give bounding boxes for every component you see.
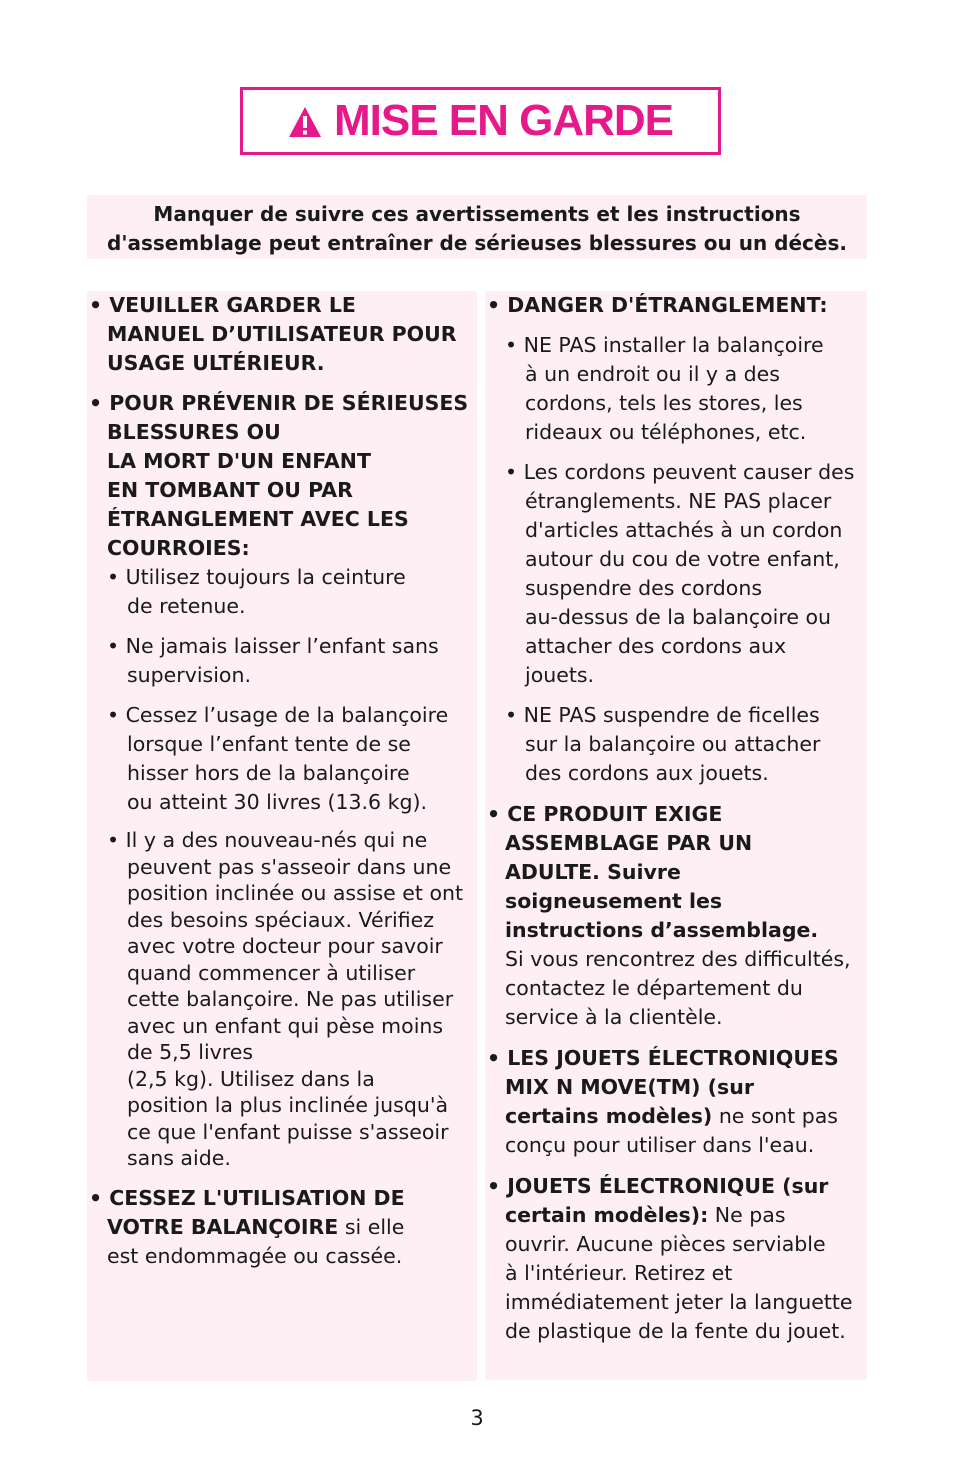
text-line	[89, 1213, 477, 1242]
text-line: de retenue.	[127, 594, 246, 618]
text-line: suspendre des cordons	[525, 576, 763, 600]
text-line	[487, 1201, 867, 1230]
text-line: jouets.	[525, 663, 595, 687]
text-phrase: si elle	[338, 1214, 405, 1239]
right-column	[485, 291, 867, 1380]
text-line: • Les cordons peuvent causer des	[505, 460, 855, 484]
text-line: autour du cou de votre enfant,	[525, 547, 840, 571]
text-line: instructions d’assemblage.	[505, 918, 819, 942]
text-line: position inclinée ou assise et ont	[127, 881, 464, 905]
text-line	[487, 1102, 867, 1131]
text-line: Si vous rencontrez des difficultés,	[505, 947, 851, 971]
text-line: hisser hors de la balançoire	[127, 761, 410, 785]
text-line: • CESSEZ L'UTILISATION DE	[89, 1185, 405, 1210]
text-line: BLESSURES OU	[107, 420, 281, 444]
text-line: • VEUILLER GARDER LE	[89, 293, 356, 317]
text-line: au-dessus de la balançoire ou	[525, 605, 832, 629]
text-line: (2,5 kg). Utilisez dans la	[127, 1066, 375, 1091]
text-phrase: Ne pas	[708, 1203, 786, 1227]
bullet-cords-location	[487, 331, 867, 447]
intro-line: d'assemblage peut entraîner de sérieuses blessures ou un décès.	[107, 231, 847, 255]
text-line: d'articles attachés à un cordon	[525, 518, 843, 542]
adult-assembly-warning	[487, 800, 867, 1032]
text-line: soigneusement les	[505, 889, 723, 913]
strangulation-heading	[487, 291, 867, 320]
bold-phrase: certains modèles)	[505, 1104, 713, 1128]
text-line: service à la clientèle.	[505, 1005, 723, 1029]
text-line: LA MORT D'UN ENFANT	[107, 449, 371, 473]
bullet-newborns	[89, 827, 477, 1172]
warning-triangle-icon	[288, 106, 322, 138]
text-line: MIX N MOVE(TM) (sur	[505, 1075, 754, 1099]
text-line: • Ne jamais laisser l’enfant sans	[107, 634, 439, 658]
text-line: de 5,5 livres	[127, 1040, 254, 1064]
text-line: MANUEL D’UTILISATEUR POUR	[107, 322, 457, 346]
text-line: cette balançoire. Ne pas utiliser	[127, 987, 454, 1011]
prevent-injury-warning	[89, 389, 477, 563]
text-line: avec un enfant qui pèse moins	[127, 1013, 444, 1038]
text-line: • JOUETS ÉLECTRONIQUE (sur	[487, 1174, 829, 1198]
bullet-stop-use	[89, 701, 477, 817]
text-line: sur la balançoire ou attacher	[525, 732, 821, 756]
keep-manual-warning	[89, 291, 477, 378]
text-line: ÉTRANGLEMENT AVEC LES	[107, 507, 409, 531]
text-line: peuvent pas s'asseoir dans une	[127, 854, 452, 879]
text-line: • NE PAS installer la balançoire	[505, 333, 824, 357]
bullet-strings	[487, 701, 867, 788]
text-line: • DANGER D'ÉTRANGLEMENT:	[487, 293, 828, 317]
electronic-toys-water-warning	[487, 1044, 867, 1160]
warning-banner	[240, 87, 721, 155]
text-line: de plastique de la fente du jouet.	[505, 1319, 846, 1343]
text-line: • Cessez l’usage de la balançoire	[107, 703, 449, 727]
text-line: cordons, tels les stores, les	[525, 391, 803, 415]
text-line: étranglements. NE PAS placer	[525, 489, 832, 513]
intro-line: Manquer de suivre ces avertissements et les instructions	[153, 202, 801, 226]
electronic-toy-open-warning	[487, 1172, 867, 1346]
text-line: • CE PRODUIT EXIGE	[487, 802, 723, 826]
text-line: supervision.	[127, 663, 251, 687]
text-line: ouvrir. Aucune pièces serviable	[505, 1232, 826, 1256]
text-line: avec votre docteur pour savoir	[127, 934, 443, 958]
bullet-supervision	[89, 632, 477, 690]
text-line: USAGE ULTÉRIEUR.	[107, 351, 325, 375]
text-line: position la plus inclinée jusqu'à	[127, 1093, 449, 1117]
text-line: à l'intérieur. Retirez et	[505, 1261, 733, 1285]
intro-warning	[87, 195, 867, 259]
text-line: • Utilisez toujours la ceinture	[107, 565, 406, 589]
bullet-cords-strangle	[487, 458, 867, 690]
text-line: des besoins spéciaux. Vérifiez	[127, 907, 434, 932]
text-line: ASSEMBLAGE PAR UN	[505, 831, 753, 855]
text-line: • POUR PRÉVENIR DE SÉRIEUSES	[89, 391, 469, 415]
text-line: EN TOMBANT OU PAR	[107, 478, 353, 502]
warning-title: MISE EN GARDE	[333, 96, 674, 145]
bold-phrase: VOTRE BALANÇOIRE	[107, 1214, 339, 1239]
text-line: COURROIES:	[107, 536, 250, 560]
text-line: lorsque l’enfant tente de se	[127, 732, 411, 756]
text-line: • LES JOUETS ÉLECTRONIQUES	[487, 1046, 839, 1070]
text-line: • NE PAS suspendre de ficelles	[505, 703, 820, 727]
text-line: rideaux ou téléphones, etc.	[525, 420, 807, 444]
text-line: contactez le département du	[505, 976, 803, 1000]
text-line: • Il y a des nouveau-nés qui ne	[107, 828, 428, 852]
text-line: ADULTE. Suivre	[505, 860, 681, 884]
text-line: ce que l'enfant puisse s'asseoir	[127, 1119, 449, 1144]
page-number: 3	[470, 1406, 484, 1430]
text-line: ou atteint 30 livres (13.6 kg).	[127, 790, 428, 814]
text-line: quand commencer à utiliser	[127, 960, 416, 985]
text-line: sans aide.	[127, 1146, 231, 1170]
text-line: immédiatement jeter la languette	[505, 1290, 853, 1314]
left-column	[87, 291, 477, 1381]
bold-phrase: certain modèles):	[505, 1203, 709, 1227]
text-phrase: ne sont pas	[712, 1104, 838, 1128]
text-line: à un endroit ou il y a des	[525, 362, 780, 386]
text-line: des cordons aux jouets.	[525, 761, 769, 785]
text-line: conçu pour utiliser dans l'eau.	[505, 1133, 815, 1157]
stop-use-damaged-warning	[89, 1184, 477, 1271]
text-line: est endommagée ou cassée.	[107, 1243, 403, 1268]
text-line: attacher des cordons aux	[525, 634, 787, 658]
bullet-restraint	[89, 563, 477, 621]
